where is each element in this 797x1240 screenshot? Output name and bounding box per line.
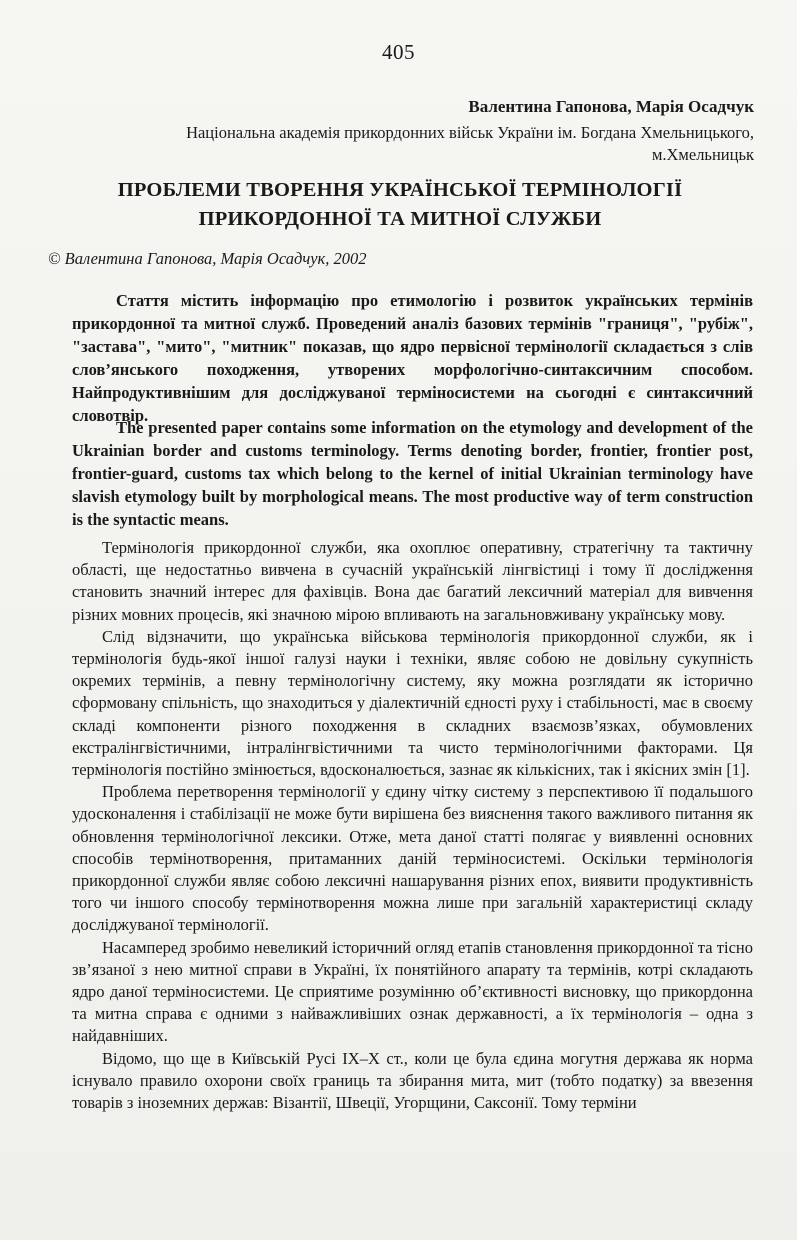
page-number: 405 (382, 40, 415, 64)
abstract-english: The presented paper contains some information on the etymology and development of the Ukrainian border and customs terminology. Terms denoting border, frontier, frontier post, frontier-guard, customs tax which belong to the kernel of initial Ukrainian terminology have slavish etymology built by morphological means. The most productive way of term construction is the syntactic means. (72, 418, 753, 529)
title-line-1: ПРОБЛЕМИ ТВОРЕННЯ УКРАЇНСЬКОЇ ТЕРМІНОЛОГІЇ (117, 179, 683, 201)
authors: Валентина Гапонова, Марія Осадчук (468, 97, 754, 116)
title-line-2: ПРИКОРДОННОЇ ТА МИТНОЇ СЛУЖБИ (198, 208, 602, 230)
paragraph-4: Насамперед зробимо невеликий історичний огляд етапів становлення прикордонної та тісно зв’язаної з нею митної справи в Україні, їх понятійного апарату та термінів, котрі складають ядро даної терміносистеми. Це сприятиме розумінню об’єктивності висновку, що прикордонна та митна справа є одними з найважливіших ознак державності, а їх термінологія – одна з найдавніших. (72, 937, 753, 1046)
affiliation (104, 122, 754, 166)
paragraph-5: Відомо, що ще в Київській Русі IX–X ст., коли це була єдина могутня держава як норма існувало правило охорони своїх границь та збирання мита, мит (тобто податку) за ввезення товарів з іноземних держав: Візантії, Швеції, Угорщини, Саксонії. Тому терміни (72, 1048, 753, 1113)
article-title (60, 176, 740, 234)
paragraph-3: Проблема перетворення термінології у єдину чітку систему з перспективою її подальшого удосконалення і стабілізації не може бути вирішена без вияснення такого важливого питання як обновлення термінологічної лексики. Отже, мета даної статті полягає у виявленні основних способів термінотворення, притаманних даній терміносистемі. Оскільки термінологія прикордонної служби являє собою лексичні нашарування різних епох, виявити продуктивність того чи іншого способу термінотворення можна лише при загальній характеристиці складу досліджуваної термінології. (72, 782, 753, 935)
abstract-ukrainian: Стаття містить інформацію про етимологію і розвиток українських термінів прикордонної та митної служб. Проведений аналіз базових термінів "границя", "рубіж", "застава", "мито", "митник" показав, що ядро первісної термінології складається з слів слов’янського походження, утворених морфологічно-синтаксичним способом. Найпродуктивнішим для досліджуваної терміносистеми на сьогодні є синтаксичний словотвір. (72, 291, 753, 425)
affiliation-line-2: м.Хмельницьк (651, 145, 754, 164)
copyright-notice: © Валентина Гапонова, Марія Осадчук, 2002 (48, 249, 367, 268)
paragraph-2: Слід відзначити, що українська військова термінологія прикордонної служби, як і термінологія будь-якої іншої галузі науки і техніки, являє собою не довільну сукупність окремих термінів, а певну термінологічну систему, яку можна розглядати як історично сформовану спільність, що знаходиться у діалектичній єдності руху і стабільності, має в своєму складі компоненти різного походження в складних взаємозв’язках, обумовлених екстралінгвістичними, інтралінгвістичними та чисто термінологічними факторами. Ця термінологія постійно змінюється, вдосконалюється, зазнає як кількісних, так і якісних змін [1]. (72, 626, 753, 780)
paragraph-1: Термінологія прикордонної служби, яка охоплює оперативну, стратегічну та тактичну області, ще недостатньо вивчена в сучасній українській лінгвістиці і тому її дослідження становить значний інтерес для фахівців. Вона дає багатий лексичний матеріал для вивчення різних мовних процесів, які значною мірою впливають на загальновживану українську мову. (72, 538, 753, 624)
article-body (72, 537, 753, 1114)
affiliation-line-1: Національна академія прикордонних військ України ім. Богдана Хмельницького, (186, 123, 754, 142)
